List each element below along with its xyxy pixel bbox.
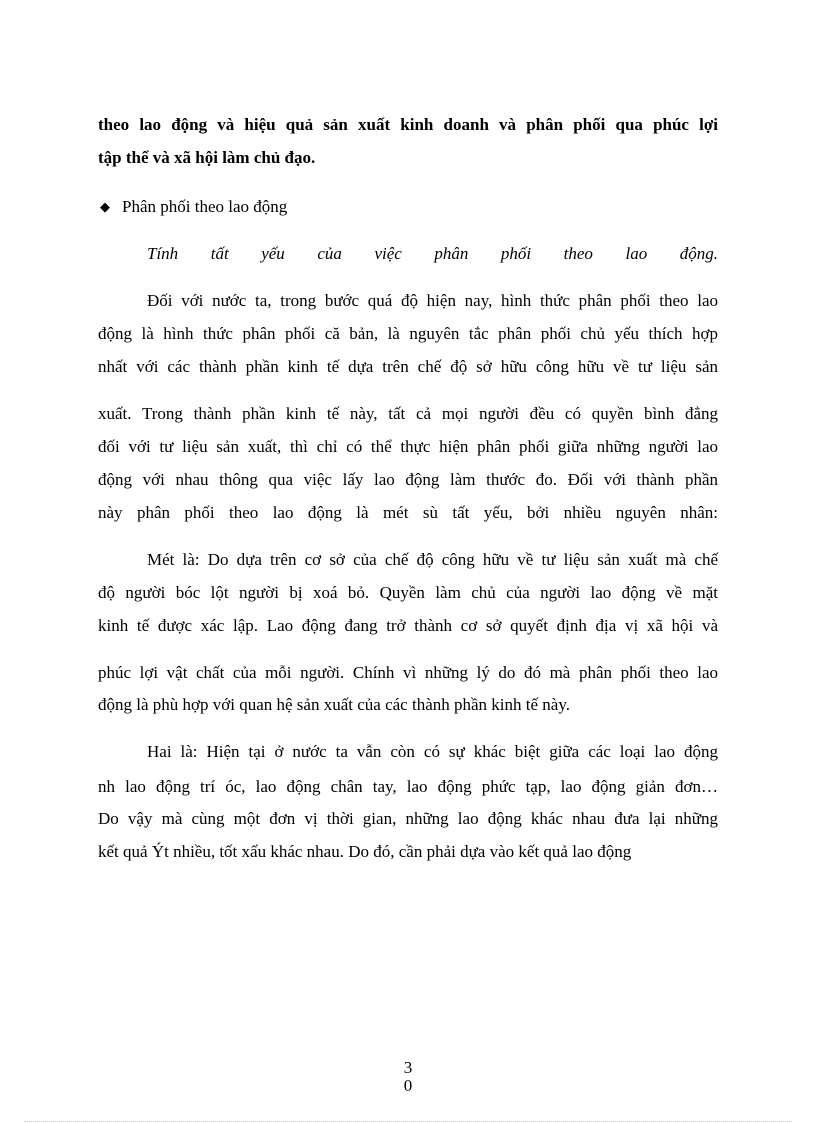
- para1-line-5: đối với tư liệu sản xuất, thì chỉ có thể thực hiện phân phối giữa những người lao: [98, 437, 718, 456]
- diamond-bullet-icon: ◆: [100, 199, 110, 214]
- para3-line-3: Do vậy mà cùng một đơn vị thời gian, những lao động khác nhau đưa lại những: [98, 809, 718, 828]
- para2-line-2: độ người bóc lột người bị xoá bỏ. Quyền làm chủ của người lao động về mặt: [98, 583, 718, 602]
- page-number-digit-2: 0: [403, 1076, 413, 1095]
- para1-line-2: động là hình thức phân phối că bản, là nguyên tắc phân phối chủ yếu thích hợp: [98, 324, 718, 343]
- footer-dotted-rule: [24, 1121, 792, 1122]
- page-number-digit-1: 3: [403, 1058, 413, 1077]
- para1-line-6: động với nhau thông qua việc lấy lao động làm thước đo. Đối với thành phần: [98, 470, 718, 489]
- para1-line-1: Đối với nước ta, trong bước quá độ hiện nay, hình thức phân phối theo lao: [147, 291, 718, 310]
- para3-line-4: kết quả Ýt nhiều, tốt xấu khác nhau. Do đó, cần phải dựa vào kết quả lao động: [98, 842, 632, 861]
- para3-line-2: nh lao động trí óc, lao động chân tay, lao động phức tạp, lao động giản đơn…: [98, 777, 718, 796]
- para2-line-4: phúc lợi vật chất của mỗi người. Chính vì những lý do đó mà phân phối theo lao: [98, 663, 718, 682]
- para2-line-5: động là phù hợp với quan hệ sản xuất của các thành phần kinh tế này.: [98, 695, 570, 714]
- intro-line-1: theo lao động và hiệu quả sản xuất kinh doanh và phân phối qua phúc lợi: [98, 115, 718, 134]
- bullet-text: Phân phối theo lao động: [122, 197, 288, 216]
- para2-line-3: kinh tế được xác lập. Lao động đang trở thành cơ sở quyết định địa vị xã hội và: [98, 616, 718, 635]
- para1-line-3: nhất với các thành phần kinh tế dựa trên chế độ sở hữu công hữu về tư liệu sản: [98, 357, 718, 376]
- intro-line-2: tập thể và xã hội làm chủ đạo.: [98, 148, 316, 167]
- para2-line-1: Mét là: Do dựa trên cơ sở của chế độ công hữu về tư liệu sản xuất mà chế: [147, 550, 718, 569]
- subheading: Tính tất yếu của việc phân phối theo lao động.: [147, 244, 718, 263]
- para1-line-7: này phân phối theo lao động là mét sù tất yếu, bởi nhiều nguyên nhân:: [98, 503, 718, 522]
- para1-line-4: xuất. Trong thành phần kinh tế này, tất cả mọi người đều có quyền bình đẳng: [98, 404, 718, 423]
- para3-line-1: Hai là: Hiện tại ở nước ta vẫn còn có sự khác biệt giữa các loại lao động: [147, 742, 718, 761]
